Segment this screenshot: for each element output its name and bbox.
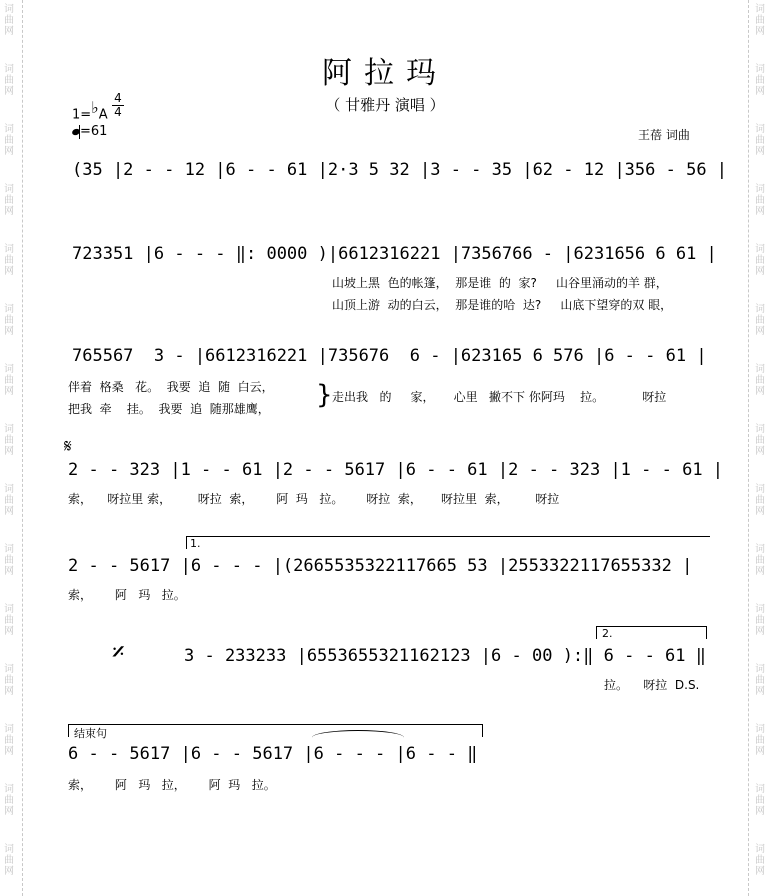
watermark-text: 词 曲 网 [4, 124, 14, 157]
time-bottom: 4 [114, 105, 122, 119]
watermark-text: 词 曲 网 [755, 244, 765, 277]
watermark-text: 词 曲 网 [755, 124, 765, 157]
watermark-text: 词 曲 网 [755, 184, 765, 217]
watermark-text: 词 曲 网 [4, 304, 14, 337]
watermark-text: 词 曲 网 [4, 184, 14, 217]
notation-row-3: 765567 3 - |6612316221 |735676 6 - |623165 6 576 |6 - - 61 | [72, 346, 707, 366]
watermark-text: 词 曲 网 [755, 544, 765, 577]
watermark-text: 词 曲 网 [4, 604, 14, 637]
lyrics-row-2-verse-2: 山顶上游 动的白云， 那是谁的哈 达? 山底下望穿的双 眼， [332, 298, 673, 312]
left-dashed-border [22, 0, 23, 896]
watermark-text: 词 曲 网 [4, 244, 14, 277]
lyrics-row-4: 索， 呀拉里 索， 呀拉 索， 阿 玛 拉。 呀拉 索， 呀拉里 索， 呀拉 [68, 492, 560, 506]
first-ending-bracket: 1. [186, 536, 710, 549]
watermark-text: 词 曲 网 [4, 424, 14, 457]
watermark-text: 词 曲 网 [4, 364, 14, 397]
repeat-measure-icon: 𝄎 [112, 638, 125, 668]
tempo-value: =61 [80, 124, 108, 139]
lyrics-row-6: 拉。 呀拉 D.S. [604, 678, 700, 692]
watermark-text: 词 曲 网 [4, 784, 14, 817]
watermark-text: 词 曲 网 [755, 484, 765, 517]
lyrics-row-3-verse-2: 把我 牵 挂。 我要 追 随那雄鹰， [68, 402, 270, 416]
watermark-text: 词 曲 网 [4, 4, 14, 37]
tempo-marking [72, 124, 107, 139]
notation-row-4: 2 - - 323 |1 - - 61 |2 - - 5617 |6 - - 61 |2 - - 323 |1 - - 61 | [68, 460, 724, 480]
verse-brace: } [316, 380, 333, 410]
song-title: 阿拉玛 [322, 56, 448, 91]
watermark-text: 词 曲 网 [755, 664, 765, 697]
song-subtitle: （ 甘雅丹 演唱 ） [325, 96, 445, 114]
lyrics-row-3-verse-1: 伴着 格桑 花。 我要 追 随 白云， [68, 380, 274, 394]
watermark-text: 词 曲 网 [4, 664, 14, 697]
second-ending-bracket: 2. [596, 626, 707, 639]
time-signature [112, 92, 124, 119]
flat-icon: ♭ [91, 98, 99, 117]
watermark-text: 词 曲 网 [755, 304, 765, 337]
watermark-text: 词 曲 网 [755, 364, 765, 397]
watermark-text: 词 曲 网 [755, 604, 765, 637]
lyrics-row-7: 索， 阿 玛 拉， 阿 玛 拉。 [68, 778, 276, 792]
key-prefix: 1= [72, 107, 92, 123]
watermark-text: 词 曲 网 [4, 844, 14, 877]
key-signature [72, 98, 108, 122]
notation-row-7: 6 - - 5617 |6 - - 5617 |6 - - - |6 - - ‖ [68, 744, 478, 764]
song-author: 王蓓 词曲 [638, 128, 690, 142]
watermark-text: 词 曲 网 [755, 784, 765, 817]
key-note: A [98, 107, 108, 123]
lyrics-row-5: 索， 阿 玛 拉。 [68, 588, 186, 602]
watermark-text: 词 曲 网 [755, 424, 765, 457]
notation-row-5: 2 - - 5617 |6 - - - |(2665535322117665 53 |2553322117655332 | [68, 556, 693, 576]
coda-bracket: 结束句 [68, 724, 483, 737]
tie-arc [312, 730, 404, 745]
watermark-text: 词 曲 网 [755, 64, 765, 97]
watermark-text: 词 曲 网 [755, 4, 765, 37]
notation-row-2: 723351 |6 - - - ‖: 0000 )|6612316221 |7356766 - |6231656 6 61 | [72, 244, 717, 264]
segno-icon: 𝄋 [64, 436, 72, 457]
right-dashed-border [748, 0, 749, 896]
watermark-text: 词 曲 网 [4, 544, 14, 577]
lyrics-row-3-shared: 走出我 的 家， 心里 撇不下 你阿玛 拉。 呀拉 [332, 390, 667, 404]
watermark-text: 词 曲 网 [4, 724, 14, 757]
watermark-text: 词 曲 网 [755, 724, 765, 757]
watermark-text: 词 曲 网 [755, 844, 765, 877]
lyrics-row-2-verse-1: 山坡上黑 色的帐篷， 那是谁 的 家? 山谷里涌动的羊 群， [332, 276, 668, 290]
time-top: 4 [114, 91, 122, 105]
watermark-text: 词 曲 网 [4, 484, 14, 517]
watermark-text: 词 曲 网 [4, 64, 14, 97]
notation-row-1: (35 |2 - - 12 |6 - - 61 |2·3 5 32 |3 - - 35 |62 - 12 |356 - 56 | [72, 160, 728, 180]
notation-row-6: 3 - 233233 |6553655321162123 |6 - 00 ):‖ 6 - - 61 ‖ [184, 646, 706, 666]
